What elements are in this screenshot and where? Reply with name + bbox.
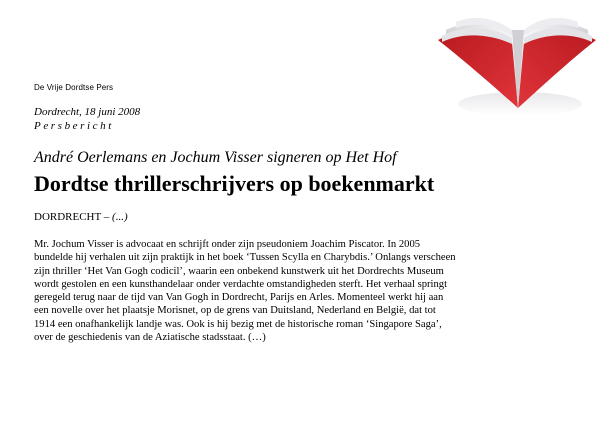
dateline: Dordrecht, 18 juni 2008 <box>34 106 141 118</box>
lead-line <box>34 211 128 224</box>
open-book-logo-icon <box>432 6 602 124</box>
body-line: 1914 een onafhankelijk landje was. Ook is hij bezig met de historische roman ‘Singapore Saga’, <box>34 318 442 330</box>
body-line: wordt gestolen en een kunsthandelaar onder verdachte omstandigheden sterft. Het verhaal springt <box>34 278 448 290</box>
lead-place: DORDRECHT – <box>34 211 110 223</box>
document-type: Persbericht <box>34 120 114 132</box>
body-line: een novelle over het plaatsje Morisnet, op de grens van Duitsland, Nederland en België, dat tot <box>34 305 436 317</box>
article-title: Dordtse thrillerschrijvers op boekenmarkt <box>34 171 435 196</box>
body-line: bundelde hij verhalen uit zijn praktijk in het boek ‘Tussen Scylla en Charybdis.’ Onlangs verscheen <box>34 252 456 264</box>
article-body <box>34 238 534 344</box>
lead-ellipsis: (...) <box>112 211 128 223</box>
body-line: over de geschiedenis van de Aziatische stadsstaat. (…) <box>34 332 266 344</box>
article-subtitle: André Oerlemans en Jochum Visser signeren op Het Hof <box>34 149 397 166</box>
body-line: zijn thriller ‘Het Van Gogh codicil’, waarin een onbekend kunstwerk uit het Dordrechts Museum <box>34 265 444 277</box>
body-line: geregeld terug naar de tijd van Van Gogh in Dordrecht, Parijs en Arles. Momenteel werkt hij aan <box>34 292 444 304</box>
body-line: Mr. Jochum Visser is advocaat en schrijft onder zijn pseudoniem Joachim Piscator. In 2005 <box>34 239 421 250</box>
organization-name: De Vrije Dordtse Pers <box>34 83 114 92</box>
